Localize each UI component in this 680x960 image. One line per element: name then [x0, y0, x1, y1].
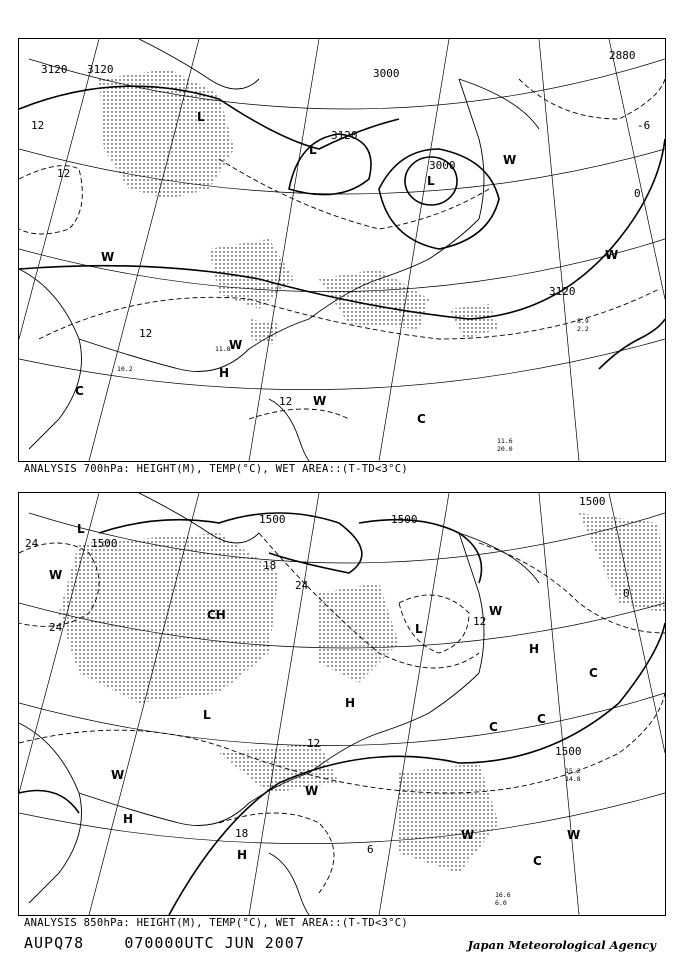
cold-symbol: C	[417, 412, 426, 426]
cold-symbol: C	[533, 854, 542, 868]
temp-label: 12	[307, 737, 321, 750]
low-symbol: L	[309, 143, 317, 157]
warm-symbol: W	[313, 394, 327, 408]
high-symbol: H	[529, 642, 540, 656]
low-symbol: L	[203, 708, 211, 722]
contour-label: 3000	[429, 159, 456, 172]
temp-label: 12	[279, 395, 293, 408]
temp-label: 18	[263, 559, 277, 572]
temp-label: 18	[235, 827, 249, 840]
station-value: 8.9	[577, 317, 589, 325]
warm-symbol: W	[49, 568, 63, 582]
station-value: 11.6	[497, 437, 513, 445]
chart-850hpa-map	[19, 493, 665, 915]
caption-850hpa: ANALYSIS 850hPa: HEIGHT(M), TEMP(°C), WET AREA::(T-TD<3°C)	[24, 917, 409, 929]
low-symbol: L	[197, 110, 205, 124]
station-value: 14.8	[565, 775, 581, 783]
cold-symbol: C	[589, 666, 598, 680]
temp-label: 24	[295, 579, 309, 592]
wet-area-shading	[59, 513, 665, 873]
temp-label: 0	[634, 187, 641, 200]
contour-label: 1500	[91, 537, 118, 550]
contour-label: 1500	[259, 513, 286, 526]
warm-symbol: W	[111, 768, 125, 782]
low-symbol: L	[415, 622, 423, 636]
temp-label: 24	[49, 621, 63, 634]
temp-label: 12	[31, 119, 45, 132]
warm-symbol: W	[461, 828, 475, 842]
chart-700hpa-map	[19, 39, 665, 461]
valid-time: 070000UTC JUN 2007	[124, 934, 305, 952]
warm-symbol: W	[605, 248, 619, 262]
warm-symbol: W	[567, 828, 581, 842]
cold-high-symbol: CH	[207, 608, 226, 622]
station-value: 15.2	[565, 767, 581, 775]
wet-area-shading	[99, 69, 499, 344]
station-plots	[117, 317, 589, 453]
cold-symbol: C	[537, 712, 546, 726]
station-value: 2.2	[577, 325, 589, 333]
station-value: 20.0	[497, 445, 513, 453]
contour-label: 3120	[41, 63, 68, 76]
station-value: 6.0	[495, 899, 507, 907]
chart-code: AUPQ78	[24, 934, 85, 952]
high-symbol: H	[123, 812, 134, 826]
warm-symbol: W	[503, 153, 517, 167]
station-value: 10.2	[117, 365, 133, 373]
warm-symbol: W	[305, 784, 319, 798]
low-symbol: L	[77, 522, 85, 536]
chart-850hpa	[18, 492, 666, 916]
contour-label: 1500	[391, 513, 418, 526]
warm-symbol: W	[489, 604, 503, 618]
temp-label: -6	[637, 119, 651, 132]
chart-identifier	[24, 934, 305, 952]
contour-label: 3120	[87, 63, 114, 76]
warm-symbol: W	[101, 250, 115, 264]
contour-label: 2880	[609, 49, 636, 62]
chart-700hpa	[18, 38, 666, 462]
caption-700hpa: ANALYSIS 700hPa: HEIGHT(M), TEMP(°C), WET AREA::(T-TD<3°C)	[24, 463, 409, 475]
low-symbol: L	[427, 174, 435, 188]
temp-label: 12	[139, 327, 153, 340]
temp-label: 12	[57, 167, 71, 180]
temp-label: 0	[623, 587, 630, 600]
cold-symbol: C	[489, 720, 498, 734]
cold-symbol: C	[75, 384, 84, 398]
contour-label: 3120	[549, 285, 576, 298]
station-value: 11.8	[215, 345, 231, 353]
high-symbol: H	[345, 696, 356, 710]
warm-symbol: W	[229, 338, 243, 352]
contour-label: 3120	[331, 129, 358, 142]
temp-label: 24	[25, 537, 39, 550]
agency-name: Japan Meteorological Agency	[467, 938, 656, 952]
station-value: 16.6	[495, 891, 511, 899]
high-symbol: H	[219, 366, 230, 380]
contour-label: 1500	[555, 745, 582, 758]
contour-label: 1500	[579, 495, 606, 508]
temp-label: 6	[367, 843, 374, 856]
temp-label: 12	[473, 615, 487, 628]
contour-label: 3000	[373, 67, 400, 80]
high-symbol: H	[237, 848, 248, 862]
